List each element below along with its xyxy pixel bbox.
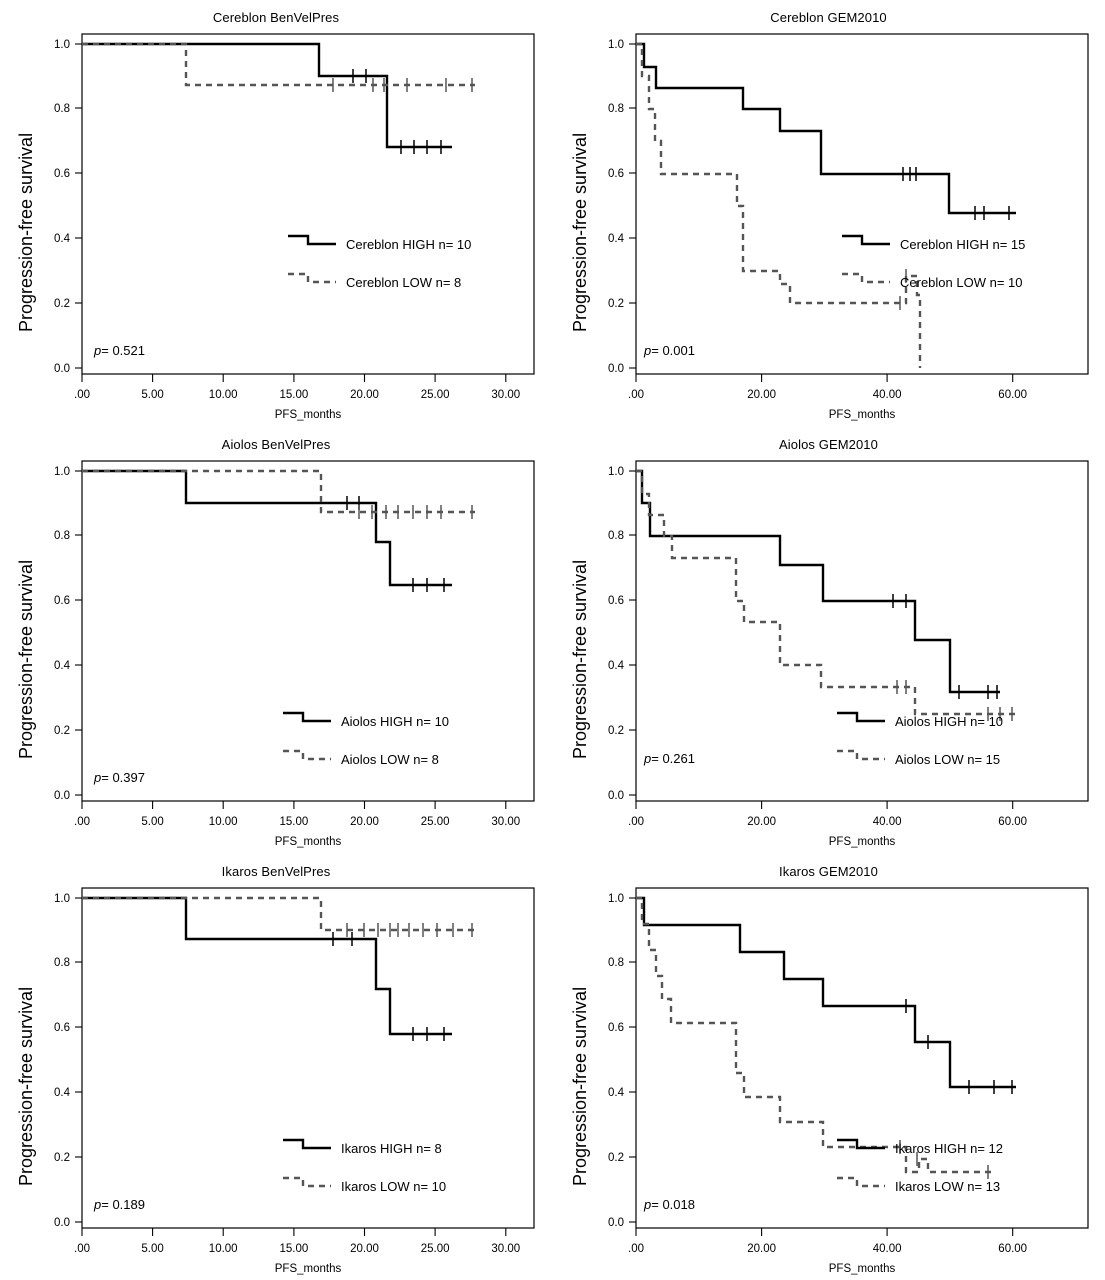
censor-marks-high [906,999,1012,1094]
y-axis-ticks [54,466,82,802]
censor-marks-high [893,594,997,699]
x-tick-label: 10.00 [208,389,238,401]
x-tick-label: 5.00 [141,1243,164,1255]
x-axis-ticks [628,374,1027,401]
panel-aiolos-gem2010 [552,427,1105,854]
p-symbol: p [94,343,102,358]
legend [837,713,1003,767]
y-tick-label: 0.6 [54,168,70,180]
y-axis-label: Progression-free survival [570,559,590,759]
x-axis-title: PFS_months [828,1263,896,1275]
y-tick-label: 0.8 [608,957,624,969]
panel-ikaros-benvelpres [0,854,552,1280]
panel-title: Aiolos GEM2010 [779,437,878,452]
p-value: = 0.397 [101,770,145,785]
legend-label-high: Cereblon HIGH n= 10 [346,237,472,252]
plot-area [608,884,1102,1275]
censor-marks-high [347,496,444,592]
plot-frame [636,888,1088,1228]
survival-curve-low [636,898,991,1172]
survival-curve-high [636,471,1000,692]
x-tick-label: 25.00 [420,1243,450,1255]
survival-curve-low [636,44,920,368]
panel-aiolos-benvelpres [0,427,552,854]
x-tick-label: 20.00 [747,389,776,401]
y-tick-label: 0.0 [54,790,70,802]
x-tick-label: .00 [628,816,644,828]
x-axis-title: PFS_months [274,409,342,421]
y-tick-label: 0.8 [54,530,70,542]
y-tick-label: 0.2 [54,298,70,310]
y-axis-label: Progression-free survival [570,986,590,1186]
x-tick-label: 40.00 [872,816,902,828]
legend-label-low: Cereblon LOW n= 10 [900,275,1023,290]
x-tick-label: 25.00 [420,389,450,401]
y-axis-ticks [608,466,636,802]
x-tick-label: .00 [74,816,90,828]
panel-title: Ikaros BenVelPres [221,864,331,879]
y-tick-label: 0.2 [608,1152,624,1164]
y-tick-label: 1.0 [608,466,624,478]
x-tick-label: 60.00 [998,389,1028,401]
y-tick-label: 0.6 [608,1022,624,1034]
legend-label-high: Aiolos HIGH n= 10 [341,714,450,729]
x-axis-ticks [74,374,520,401]
y-tick-label: 0.0 [608,790,624,802]
survival-curve-low [82,471,475,512]
x-tick-label: 10.00 [208,1243,238,1255]
p-symbol: p [644,751,652,766]
panel-cereblon-benvelpres [0,0,552,427]
x-tick-label: .00 [74,1243,90,1255]
survival-curve-low [82,898,475,930]
survival-curve-high [82,471,452,585]
y-tick-label: 1.0 [608,893,624,905]
y-tick-label: 0.2 [54,1152,70,1164]
y-tick-label: 0.8 [608,103,624,115]
panel-title: Ikaros GEM2010 [779,864,878,879]
plot-frame [82,461,534,801]
x-tick-label: 30.00 [491,1243,521,1255]
x-axis-title: PFS_months [274,836,342,848]
y-axis-label: Progression-free survival [16,986,36,1186]
legend-label-low: Ikaros LOW n= 10 [341,1179,447,1194]
x-axis-ticks [628,1228,1027,1255]
legend-label-high: Aiolos HIGH n= 10 [895,714,1004,729]
x-tick-label: 60.00 [998,1243,1028,1255]
y-tick-label: 1.0 [54,893,70,905]
y-tick-label: 1.0 [54,39,70,51]
x-tick-label: 25.00 [420,816,450,828]
y-tick-label: 0.4 [54,660,70,672]
y-tick-label: 0.6 [608,595,624,607]
p-value-annotation [643,751,695,766]
censor-marks-low [347,923,472,937]
plot-area [608,457,1102,848]
y-tick-label: 0.4 [608,233,624,245]
y-tick-label: 0.0 [608,1217,624,1229]
x-tick-label: 15.00 [279,816,309,828]
censor-marks-high [333,932,444,1041]
survival-curve-low [636,471,1016,714]
legend-label-low: Ikaros LOW n= 13 [895,1179,1001,1194]
y-axis-ticks [54,893,82,1229]
survival-curve-high [636,898,1016,1087]
y-tick-label: 0.6 [54,1022,70,1034]
survival-curve-high [82,898,452,1034]
panel-title: Cereblon GEM2010 [770,10,887,25]
p-symbol: p [94,1197,102,1212]
p-symbol: p [644,1197,652,1212]
legend-label-low: Cereblon LOW n= 8 [346,275,462,290]
panel-ikaros-gem2010 [552,854,1105,1280]
panel-cereblon-gem2010 [552,0,1105,427]
y-axis-label: Progression-free survival [570,132,590,332]
x-tick-label: 40.00 [872,1243,902,1255]
p-value: = 0.018 [651,1197,695,1212]
panel-title: Cereblon BenVelPres [212,10,340,25]
x-tick-label: 10.00 [208,816,238,828]
x-axis-title: PFS_months [828,836,896,848]
y-axis-label: Progression-free survival [16,559,36,759]
legend-label-high: Cereblon HIGH n= 15 [900,237,1026,252]
legend [842,236,1025,290]
x-tick-label: 20.00 [350,1243,379,1255]
y-axis-label: Progression-free survival [16,132,36,332]
x-tick-label: .00 [628,389,644,401]
x-axis-title: PFS_months [828,409,896,421]
y-tick-label: 0.8 [54,957,70,969]
x-axis-ticks [74,801,520,828]
y-tick-label: 0.4 [608,660,624,672]
y-tick-label: 0.8 [608,530,624,542]
x-tick-label: 15.00 [279,389,309,401]
y-tick-label: 0.0 [54,363,70,375]
x-tick-label: 20.00 [747,1243,776,1255]
y-axis-ticks [54,39,82,375]
panel-title: Aiolos BenVelPres [221,437,331,452]
y-tick-label: 0.2 [608,725,624,737]
legend [283,713,449,767]
legend-label-high: Ikaros HIGH n= 12 [895,1141,1004,1156]
p-value: = 0.189 [101,1197,145,1212]
x-tick-label: 30.00 [491,816,521,828]
censor-marks-high [353,69,441,154]
x-tick-label: 40.00 [872,389,902,401]
survival-curve-high [82,44,452,147]
x-tick-label: 5.00 [141,816,164,828]
legend [288,236,471,290]
x-tick-label: 20.00 [747,816,776,828]
legend-label-low: Aiolos LOW n= 8 [341,752,439,767]
y-tick-label: 0.6 [608,168,624,180]
survival-curve-low [82,44,475,85]
x-tick-label: 60.00 [998,816,1028,828]
p-value-annotation [93,1197,145,1212]
legend [283,1140,446,1194]
y-tick-label: 1.0 [608,39,624,51]
p-value: = 0.001 [651,343,695,358]
plot-frame [636,461,1088,801]
x-tick-label: .00 [628,1243,644,1255]
legend-label-high: Ikaros HIGH n= 8 [341,1141,442,1156]
plot-area [54,30,548,421]
x-tick-label: 30.00 [491,389,521,401]
y-tick-label: 0.6 [54,595,70,607]
x-tick-label: 20.00 [350,389,379,401]
p-value-annotation [93,770,145,785]
y-tick-label: 0.8 [54,103,70,115]
y-tick-label: 0.2 [54,725,70,737]
p-value-annotation [643,343,695,358]
p-value: = 0.261 [651,751,695,766]
survival-curve-high [636,44,1016,213]
y-tick-label: 0.0 [608,363,624,375]
x-axis-title: PFS_months [274,1263,342,1275]
legend-label-low: Aiolos LOW n= 15 [895,752,1001,767]
y-tick-label: 0.4 [54,1087,70,1099]
y-tick-label: 1.0 [54,466,70,478]
p-value: = 0.521 [101,343,145,358]
y-tick-label: 0.4 [54,233,70,245]
p-symbol: p [644,343,652,358]
x-tick-label: 15.00 [279,1243,309,1255]
y-tick-label: 0.4 [608,1087,624,1099]
p-value-annotation [643,1197,695,1212]
x-axis-ticks [74,1228,520,1255]
y-tick-label: 0.2 [608,298,624,310]
plot-area [54,884,548,1275]
plot-frame [636,34,1088,374]
x-tick-label: .00 [74,389,90,401]
y-axis-ticks [608,39,636,375]
p-symbol: p [94,770,102,785]
x-tick-label: 20.00 [350,816,379,828]
plot-area [54,457,548,848]
plot-area [608,30,1102,421]
y-axis-ticks [608,893,636,1229]
p-value-annotation [93,343,145,358]
y-tick-label: 0.0 [54,1217,70,1229]
x-axis-ticks [628,801,1027,828]
x-tick-label: 5.00 [141,389,164,401]
